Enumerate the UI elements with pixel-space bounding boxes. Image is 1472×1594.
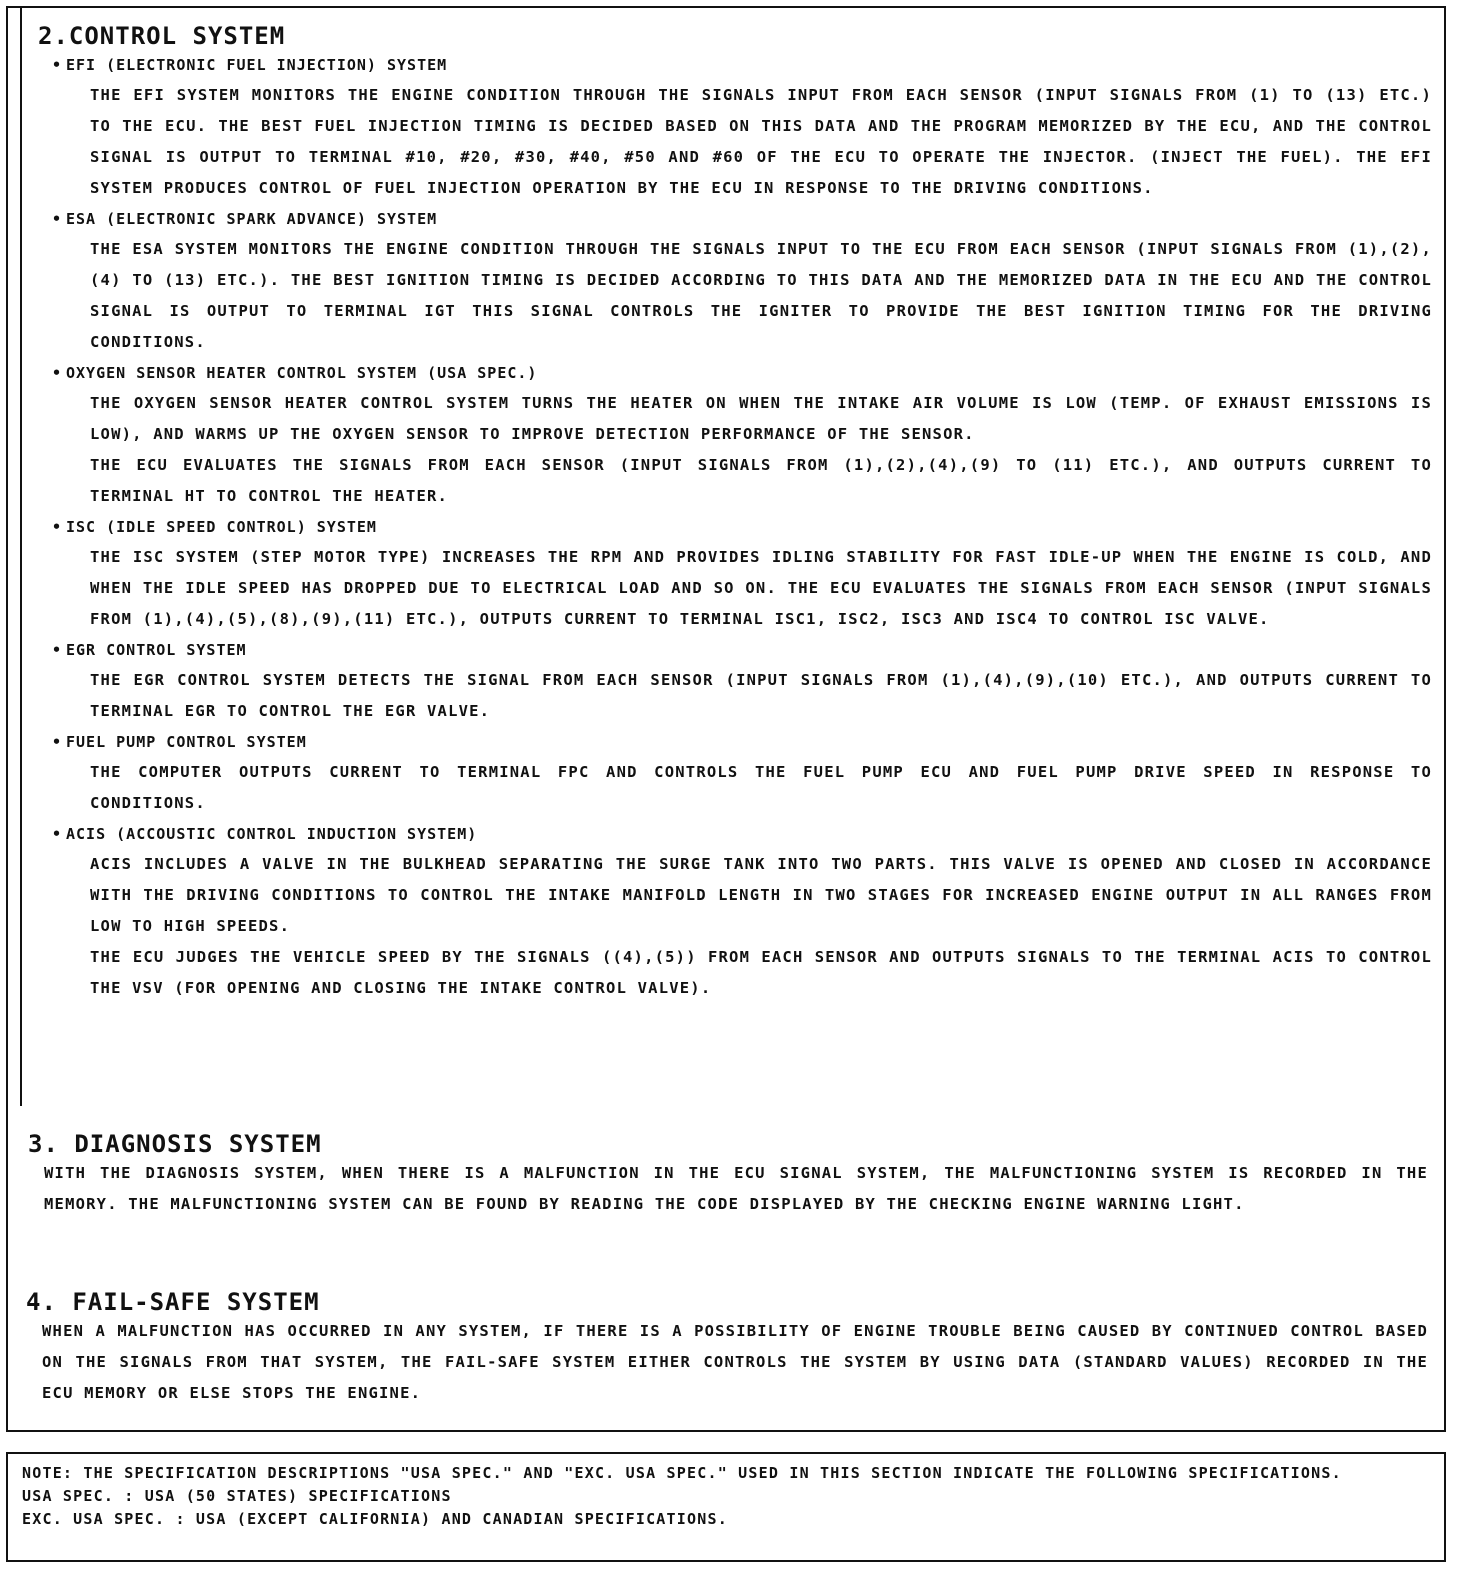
section-fail-safe-system bbox=[26, 1288, 1432, 1409]
para-oxygen-2: THE ECU EVALUATES THE SIGNALS FROM EACH SENSOR (INPUT SIGNALS FROM (1),(2),(4),(9) TO (11) ETC.), AND OUTPUTS CURRENT TO TERMINAL HT TO CONTROL THE HEATER. bbox=[90, 456, 1432, 505]
bullet-dot-icon: • bbox=[52, 210, 63, 228]
section-title-control-system: 2.CONTROL SYSTEM bbox=[38, 22, 286, 50]
para-fail-safe: WHEN A MALFUNCTION HAS OCCURRED IN ANY SYSTEM, IF THERE IS A POSSIBILITY OF ENGINE TROUBLE BEING CAUSED BY CONTINUED CONTROL BASED ON THE SIGNALS FROM THAT SYSTEM, THE FAIL-SAFE SYSTEM EITHER CONTROLS THE SYSTEM BY USING DATA (STANDARD VALUES) RECORDED IN THE ECU MEMORY OR ELSE STOPS THE ENGINE. bbox=[42, 1322, 1428, 1402]
note-box bbox=[6, 1452, 1446, 1562]
para-egr: THE EGR CONTROL SYSTEM DETECTS THE SIGNAL FROM EACH SENSOR (INPUT SIGNALS FROM (1),(4),(9),(10) ETC.), AND OUTPUTS CURRENT TO TERMINAL EGR TO CONTROL THE EGR VALVE. bbox=[90, 671, 1432, 720]
para-fuel-pump: THE COMPUTER OUTPUTS CURRENT TO TERMINAL FPC AND CONTROLS THE FUEL PUMP ECU AND FUEL PUMP DRIVE SPEED IN RESPONSE TO CONDITIONS. bbox=[90, 763, 1432, 812]
bullet-efi: • EFI (ELECTRONIC FUEL INJECTION) SYSTEM bbox=[38, 50, 1436, 80]
bullet-dot-icon: • bbox=[52, 825, 63, 843]
bullet-dot-icon: • bbox=[52, 518, 63, 536]
bullet-egr: • EGR CONTROL SYSTEM bbox=[38, 635, 1436, 665]
bullet-dot-icon: • bbox=[52, 364, 63, 382]
note-line-usa-spec: USA SPEC. : USA (50 STATES) SPECIFICATIONS bbox=[22, 1487, 452, 1505]
bullet-dot-icon: • bbox=[52, 56, 63, 74]
bullet-isc: • ISC (IDLE SPEED CONTROL) SYSTEM bbox=[38, 512, 1436, 542]
bullet-esa: • ESA (ELECTRONIC SPARK ADVANCE) SYSTEM bbox=[38, 204, 1436, 234]
para-efi: THE EFI SYSTEM MONITORS THE ENGINE CONDITION THROUGH THE SIGNALS INPUT FROM EACH SENSOR (INPUT SIGNALS FROM (1) TO (13) ETC.) TO THE ECU. THE BEST FUEL INJECTION TIMING IS DECIDED BASED ON THIS DATA AND THE PROGRAM MEMORIZED BY THE ECU, AND THE CONTROL SIGNAL IS OUTPUT TO TERMINAL #10, #20, #30, #40, #50 AND #60 OF THE ECU TO OPERATE THE INJECTOR. (INJECT THE FUEL). THE EFI SYSTEM PRODUCES CONTROL OF FUEL INJECTION OPERATION BY THE ECU IN RESPONSE TO THE DRIVING CONDITIONS. bbox=[90, 86, 1432, 197]
para-isc: THE ISC SYSTEM (STEP MOTOR TYPE) INCREASES THE RPM AND PROVIDES IDLING STABILITY FOR FAST IDLE-UP WHEN THE ENGINE IS COLD, AND WHEN THE IDLE SPEED HAS DROPPED DUE TO ELECTRICAL LOAD AND SO ON. THE ECU EVALUATES THE SIGNALS FROM EACH SENSOR (INPUT SIGNALS FROM (1),(4),(5),(8),(9),(11) ETC.), OUTPUTS CURRENT TO TERMINAL ISC1, ISC2, ISC3 AND ISC4 TO CONTROL ISC VALVE. bbox=[90, 548, 1432, 628]
para-acis-1: ACIS INCLUDES A VALVE IN THE BULKHEAD SEPARATING THE SURGE TANK INTO TWO PARTS. THIS VALVE IS OPENED AND CLOSED IN ACCORDANCE WITH THE DRIVING CONDITIONS TO CONTROL THE INTAKE MANIFOLD LENGTH IN TWO STAGES FOR INCREASED ENGINE OUTPUT IN ALL RANGES FROM LOW TO HIGH SPEEDS. bbox=[90, 855, 1432, 935]
bullet-dot-icon: • bbox=[52, 641, 63, 659]
section-control-system bbox=[38, 22, 1436, 1004]
section-diagnosis-system bbox=[28, 1130, 1432, 1220]
note-line-1: NOTE: THE SPECIFICATION DESCRIPTIONS "USA SPEC." AND "EXC. USA SPEC." USED IN THIS SECTION INDICATE THE FOLLOWING SPECIFICATIONS. bbox=[22, 1464, 1342, 1482]
bullet-fuel-pump: • FUEL PUMP CONTROL SYSTEM bbox=[38, 727, 1436, 757]
para-oxygen-1: THE OXYGEN SENSOR HEATER CONTROL SYSTEM TURNS THE HEATER ON WHEN THE INTAKE AIR VOLUME IS LOW (TEMP. OF EXHAUST EMISSIONS IS LOW), AND WARMS UP THE OXYGEN SENSOR TO IMPROVE DETECTION PERFORMANCE OF THE SENSOR. bbox=[90, 394, 1432, 443]
para-diagnosis: WITH THE DIAGNOSIS SYSTEM, WHEN THERE IS A MALFUNCTION IN THE ECU SIGNAL SYSTEM, THE MALFUNCTIONING SYSTEM IS RECORDED IN THE MEMORY. THE MALFUNCTIONING SYSTEM CAN BE FOUND BY READING THE CODE DISPLAYED BY THE CHECKING ENGINE WARNING LIGHT. bbox=[44, 1164, 1428, 1213]
para-acis-2: THE ECU JUDGES THE VEHICLE SPEED BY THE SIGNALS ((4),(5)) FROM EACH SENSOR AND OUTPUTS SIGNALS TO THE TERMINAL ACIS TO CONTROL THE VSV (FOR OPENING AND CLOSING THE INTAKE CONTROL VALVE). bbox=[90, 948, 1432, 997]
section-title-fail-safe: 4. FAIL-SAFE SYSTEM bbox=[26, 1288, 320, 1316]
bullet-dot-icon: • bbox=[52, 733, 63, 751]
note-line-exc-usa-spec: EXC. USA SPEC. : USA (EXCEPT CALIFORNIA) AND CANADIAN SPECIFICATIONS. bbox=[22, 1510, 728, 1528]
section-title-diagnosis: 3. DIAGNOSIS SYSTEM bbox=[28, 1130, 322, 1158]
para-esa: THE ESA SYSTEM MONITORS THE ENGINE CONDITION THROUGH THE SIGNALS INPUT TO THE ECU FROM EACH SENSOR (INPUT SIGNALS FROM (1),(2),(4) TO (13) ETC.). THE BEST IGNITION TIMING IS DECIDED ACCORDING TO THIS DATA AND THE MEMORIZED DATA IN THE ECU AND THE CONTROL SIGNAL IS OUTPUT TO TERMINAL IGT THIS SIGNAL CONTROLS THE IGNITER TO PROVIDE THE BEST IGNITION TIMING FOR THE DRIVING CONDITIONS. bbox=[90, 240, 1433, 351]
bullet-oxygen-sensor: • OXYGEN SENSOR HEATER CONTROL SYSTEM (USA SPEC.) bbox=[38, 358, 1436, 388]
main-content-box bbox=[6, 6, 1446, 1432]
bullet-acis: • ACIS (ACCOUSTIC CONTROL INDUCTION SYSTEM) bbox=[38, 819, 1436, 849]
